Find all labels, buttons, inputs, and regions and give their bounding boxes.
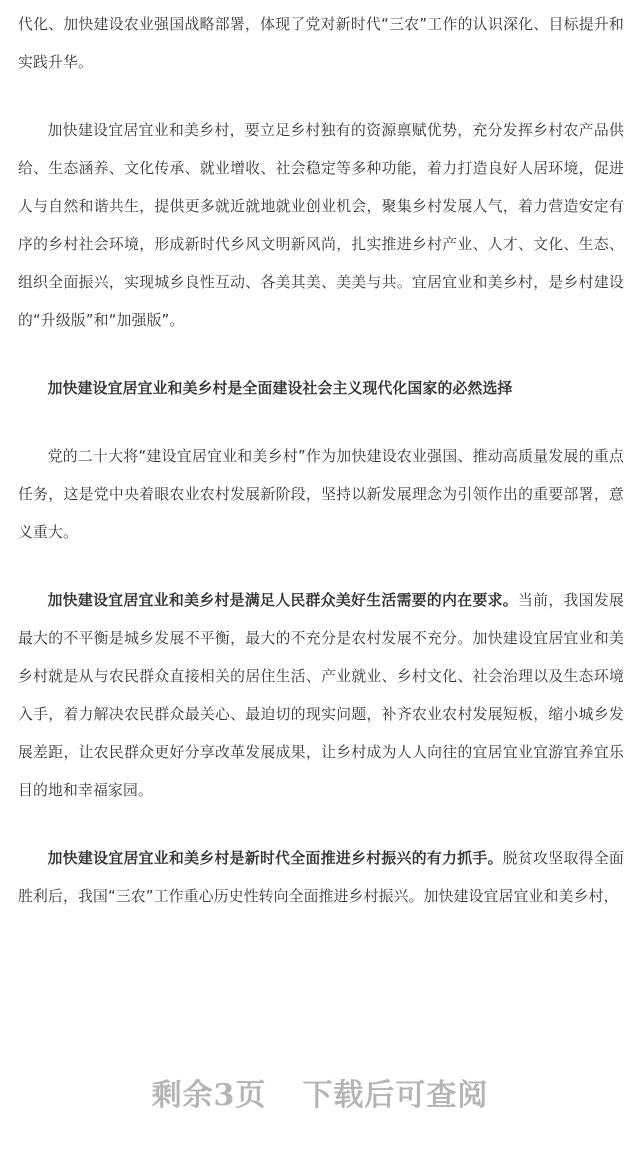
paragraph-body-text: 当前，我国发展最大的不平衡是城乡发展不平衡，最大的不充分是农村发展不充分。加快建设宜居宜业和美乡村就是从与农民群众直接相关的居住生活、产业就业、乡村文化、社会治理以及生态环境入手，着力解决农民群众最关心、最迫切的现实问题，补齐农业农村发展短板，缩小城乡发展差距，让农民群众更好分享改革发展成果，让乡村成为人人向往的宜居宜业宜游宜养宜乐目的地和幸福家园。: [18, 592, 625, 799]
paragraph-people-needs: [18, 582, 624, 810]
paragraph-lead-bold: 加快建设宜居宜业和美乡村是满足人民群众美好生活需要的内在要求。: [47, 592, 518, 609]
paragraph-continuation: 代化、加快建设农业强国战略部署，体现了党对新时代“三农”工作的认识深化、目标提升和实践升华。: [18, 16, 624, 71]
section-heading: 加快建设宜居宜业和美乡村是全面建设社会主义现代化国家的必然选择: [47, 380, 513, 397]
download-prompt-banner[interactable]: [0, 1070, 640, 1114]
document-body: [18, 6, 624, 946]
download-to-view-label: 下载后可查阅: [302, 1078, 489, 1113]
paragraph-rural-construction: 加快建设宜居宜业和美乡村，要立足乡村独有的资源禀赋优势，充分发挥乡村农产品供给、生态涵养、文化传承、就业增收、社会稳定等多种功能，着力打造良好人居环境，促进人与自然和谐共生，提供更多就近就地就业创业机会，聚集乡村发展人气，着力营造安定有序的乡村社会环境，形成新时代乡风文明新风尚，扎实推进乡村产业、人才、文化、生态、组织全面振兴，实现城乡良性互动、各美其美、美美与共。宜居宜业和美乡村，是乡村建设的“升级版”和“加强版”。: [18, 122, 624, 329]
paragraph-rural-revitalization: [18, 840, 624, 916]
remaining-pages-label: 剩余3页: [151, 1078, 267, 1113]
paragraph-twentieth-congress: 党的二十大将“建设宜居宜业和美乡村”作为加快建设农业强国、推动高质量发展的重点任务，这是党中央着眼农业农村发展新阶段，坚持以新发展理念为引领作出的重要部署，意义重大。: [18, 448, 624, 541]
paragraph-lead-bold: 加快建设宜居宜业和美乡村是新时代全面推进乡村振兴的有力抓手。: [47, 850, 503, 867]
paragraph-body-text: 脱贫攻坚取得全面胜利后，我国“三农”工作重心历史性转向全面推进乡村振兴。加快建设宜居宜业和美乡村，: [18, 850, 624, 905]
